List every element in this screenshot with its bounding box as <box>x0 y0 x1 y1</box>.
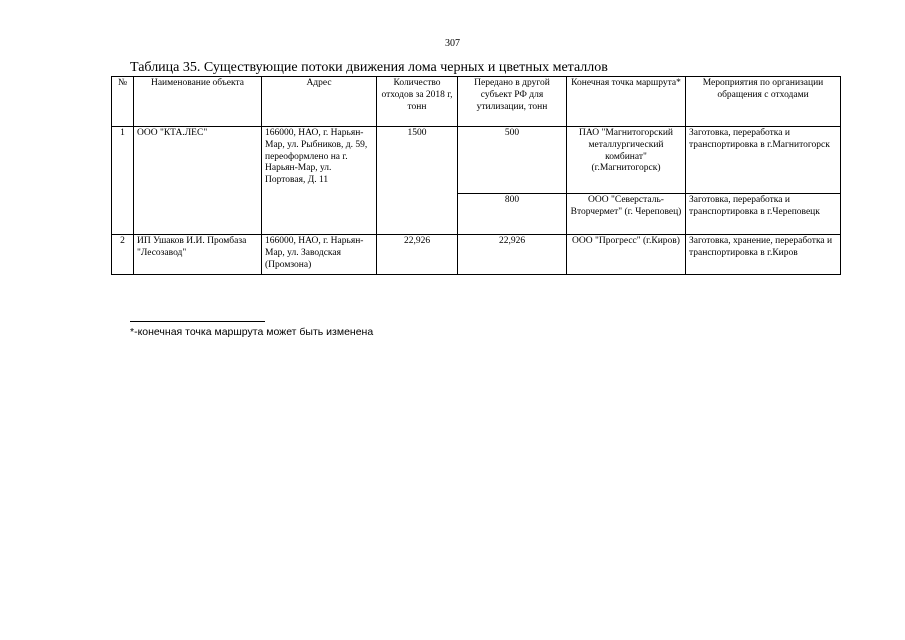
table-header-row <box>112 77 841 127</box>
header-number: № <box>112 77 134 127</box>
table-row <box>112 235 841 275</box>
row-number: 2 <box>112 235 134 275</box>
row-number: 1 <box>112 127 134 235</box>
waste-measures: Заготовка, хранение, переработка и транспортировка в г.Киров <box>686 235 841 275</box>
route-endpoint: ООО "Прогресс" (г.Киров) <box>567 235 686 275</box>
header-transferred: Передано в другой субъект РФ для утилизации, тонн <box>458 77 567 127</box>
transferred-amount: 800 <box>458 194 567 235</box>
transferred-amount: 500 <box>458 127 567 194</box>
object-name: ИП Ушаков И.И. Промбаза "Лесозавод" <box>134 235 262 275</box>
header-address: Адрес <box>262 77 377 127</box>
header-measures: Мероприятия по организации обращения с отходами <box>686 77 841 127</box>
footnote-divider <box>130 321 265 322</box>
waste-quantity: 22,926 <box>377 235 458 275</box>
transferred-amount: 22,926 <box>458 235 567 275</box>
waste-measures: Заготовка, переработка и транспортировка в г.Магнитогорск <box>686 127 841 194</box>
table-title: Таблица 35. Существующие потоки движения лома черных и цветных металлов <box>130 60 608 75</box>
object-address: 166000, НАО, г. Нарьян-Мар, ул. Заводская (Промзона) <box>262 235 377 275</box>
metal-scrap-flows-table <box>111 76 841 275</box>
waste-quantity: 1500 <box>377 127 458 235</box>
header-quantity: Количество отходов за 2018 г, тонн <box>377 77 458 127</box>
header-object-name: Наименование объекта <box>134 77 262 127</box>
route-endpoint: ПАО "Магнитогорский металлургический комбинат" (г.Магнитогорск) <box>567 127 686 194</box>
waste-measures: Заготовка, переработка и транспортировка в г.Череповецк <box>686 194 841 235</box>
table-row <box>112 127 841 194</box>
page-number: 307 <box>445 38 460 49</box>
route-endpoint: ООО "Северсталь-Вторчермет" (г. Череповец) <box>567 194 686 235</box>
header-endpoint: Конечная точка маршрута* <box>567 77 686 127</box>
object-name: ООО "КТА.ЛЕС" <box>134 127 262 235</box>
footnote: *-конечная точка маршрута может быть изменена <box>130 326 374 338</box>
object-address: 166000, НАО, г. Нарьян-Мар, ул. Рыбников, д. 59, переоформлено на г. Нарьян-Мар, ул. Портовая, Д. 11 <box>262 127 377 235</box>
